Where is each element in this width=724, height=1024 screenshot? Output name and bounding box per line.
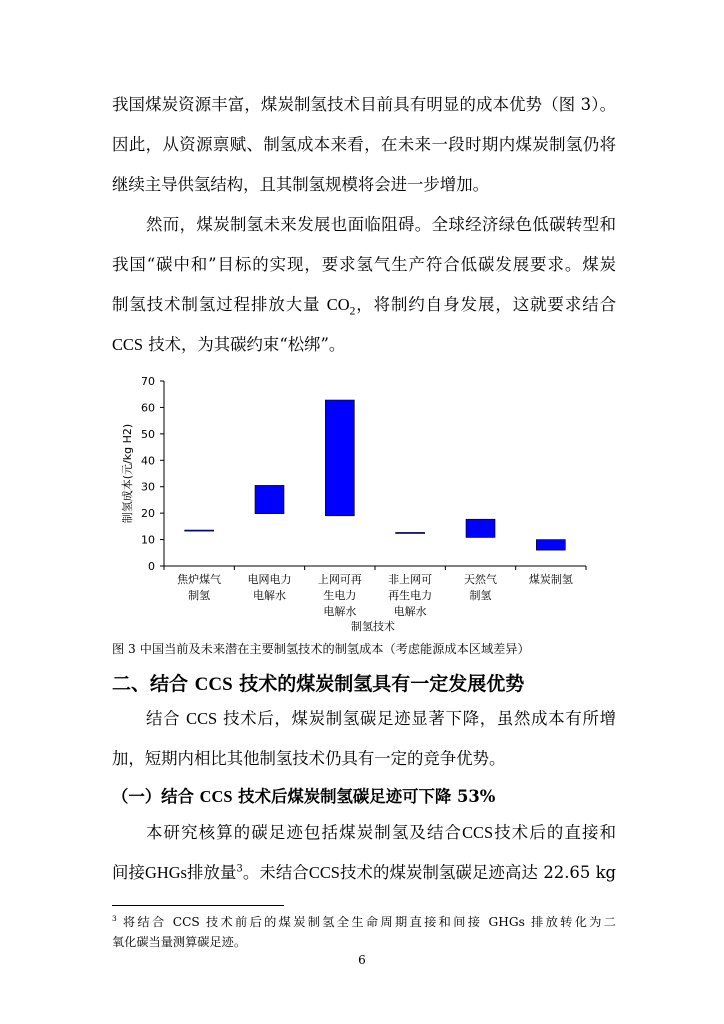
body-line: 然而，煤炭制氢未来发展也面临阻碍。全球经济绿色低碳转型和 [146,215,616,234]
text-fragment: 将结合 CCS 技术前后的煤炭制氢全生命周期直接和间接 GHGs 排放转化为二 [116,915,616,929]
text-fragment: 技术后煤炭制氢碳足迹可下降 53% [232,787,496,806]
body-line [112,333,616,357]
y-tick-label: 50 [141,427,155,441]
x-tick-label: 非上网可 [388,573,433,586]
bar [325,400,354,516]
body-line: 我国煤炭资源丰富，煤炭制氢技术目前具有明显的成本优势（图 3）。 [112,95,616,114]
x-axis-label: 制氢技术 [351,620,395,633]
text-fragment: 间接 [112,863,146,882]
section-heading [112,671,524,698]
y-axis-label: 制氢成本(元/kg H2) [121,423,134,524]
text-fragment: 二、结合 [112,673,195,695]
bar [466,519,495,537]
y-tick-label: 30 [141,480,155,494]
y-tick-label: 40 [141,454,155,468]
cost-chart [108,368,608,636]
footnote-ref[interactable]: 3 [236,863,243,875]
text-fragment: 技术，为其碳约束“松绑”。 [142,335,346,354]
x-tick-label: 煤炭制氢 [528,573,573,586]
body-line: 加，短期内相比其他制氢技术仍具有一定的竞争优势。 [112,749,506,768]
text-fragment: 技术的煤炭制氢具有一定发展优势 [232,673,525,695]
y-tick-label: 20 [141,507,155,521]
co2-formula [326,295,356,318]
figure-caption: 图 3 中国当前及未来潜在主要制氢技术的制氢成本（考虑能源成本区域差异） [112,642,530,656]
y-tick-label: 70 [141,375,155,388]
x-tick-label: 再生电力 [388,589,433,602]
subscript: 2 [349,305,356,318]
x-tick-label: 制氢 [188,589,211,602]
text-fragment: CO [326,295,350,314]
text-fragment: CCS [186,709,218,728]
text-fragment: （一）结合 [112,787,200,806]
y-tick-label: 0 [148,560,155,573]
bar [185,530,214,531]
bar [255,485,284,513]
text-fragment: 技术后的直接和 [493,823,617,842]
text-fragment: ，将制约自身发展，这就要求结合 [355,295,617,314]
text-fragment: 技术后，煤炭制氢碳足迹显著下降，虽然成本有所增 [217,709,616,728]
footnote-divider [112,905,284,906]
text-fragment: 排放量 [186,863,237,882]
subsection-heading [112,785,495,809]
x-tick-label: 电解水 [323,605,357,618]
text-fragment: 本研究核算的碳足迹包括煤炭制氢及结合 [146,823,463,842]
body-line [146,821,616,845]
text-fragment: 制氢技术制氢过程排放大量 [112,295,327,314]
body-line: 我国“碳中和”目标的实现，要求氢气生产符合低碳发展要求。煤炭 [112,255,616,274]
text-fragment: CCS [308,863,340,882]
body-line: 继续主导供氢结构，且其制氢规模将会进一步增加。 [112,175,489,194]
footnote-line: 氧化碳当量测算碳足迹。 [112,935,247,949]
y-tick-label: 10 [141,533,155,547]
x-tick-label: 电解水 [393,605,427,618]
x-tick-label: 制氢 [469,589,492,602]
x-tick-label: 天然气 [464,573,497,586]
text-fragment: CCS [462,823,494,842]
body-line: 因此，从资源禀赋、制氢成本来看，在未来一段时期内煤炭制氢仍将 [112,135,616,154]
x-tick-label: 焦炉煤气 [177,573,222,586]
body-line [112,861,616,885]
bar [536,540,565,551]
text-fragment: CCS [194,674,233,695]
text-fragment: 。未结合 [242,863,309,882]
body-line [112,293,616,317]
body-line [146,707,616,731]
text-fragment: CCS [199,787,233,806]
x-tick-label: 电网电力 [247,573,292,586]
y-tick-label: 60 [141,401,155,415]
x-tick-label: 电解水 [253,589,286,602]
bar [396,532,425,533]
text-fragment: GHGs [145,863,187,882]
page-number: 6 [358,953,366,967]
text-fragment: 结合 [146,709,187,728]
text-fragment: 技术的煤炭制氢碳足迹高达 22.65 kg [339,863,617,882]
footnote-line [112,912,616,932]
x-tick-label: 上网可再 [317,573,362,586]
footnote-marker: 3 [112,913,117,923]
text-fragment: CCS [112,335,143,354]
x-tick-label: 生电力 [323,589,357,602]
